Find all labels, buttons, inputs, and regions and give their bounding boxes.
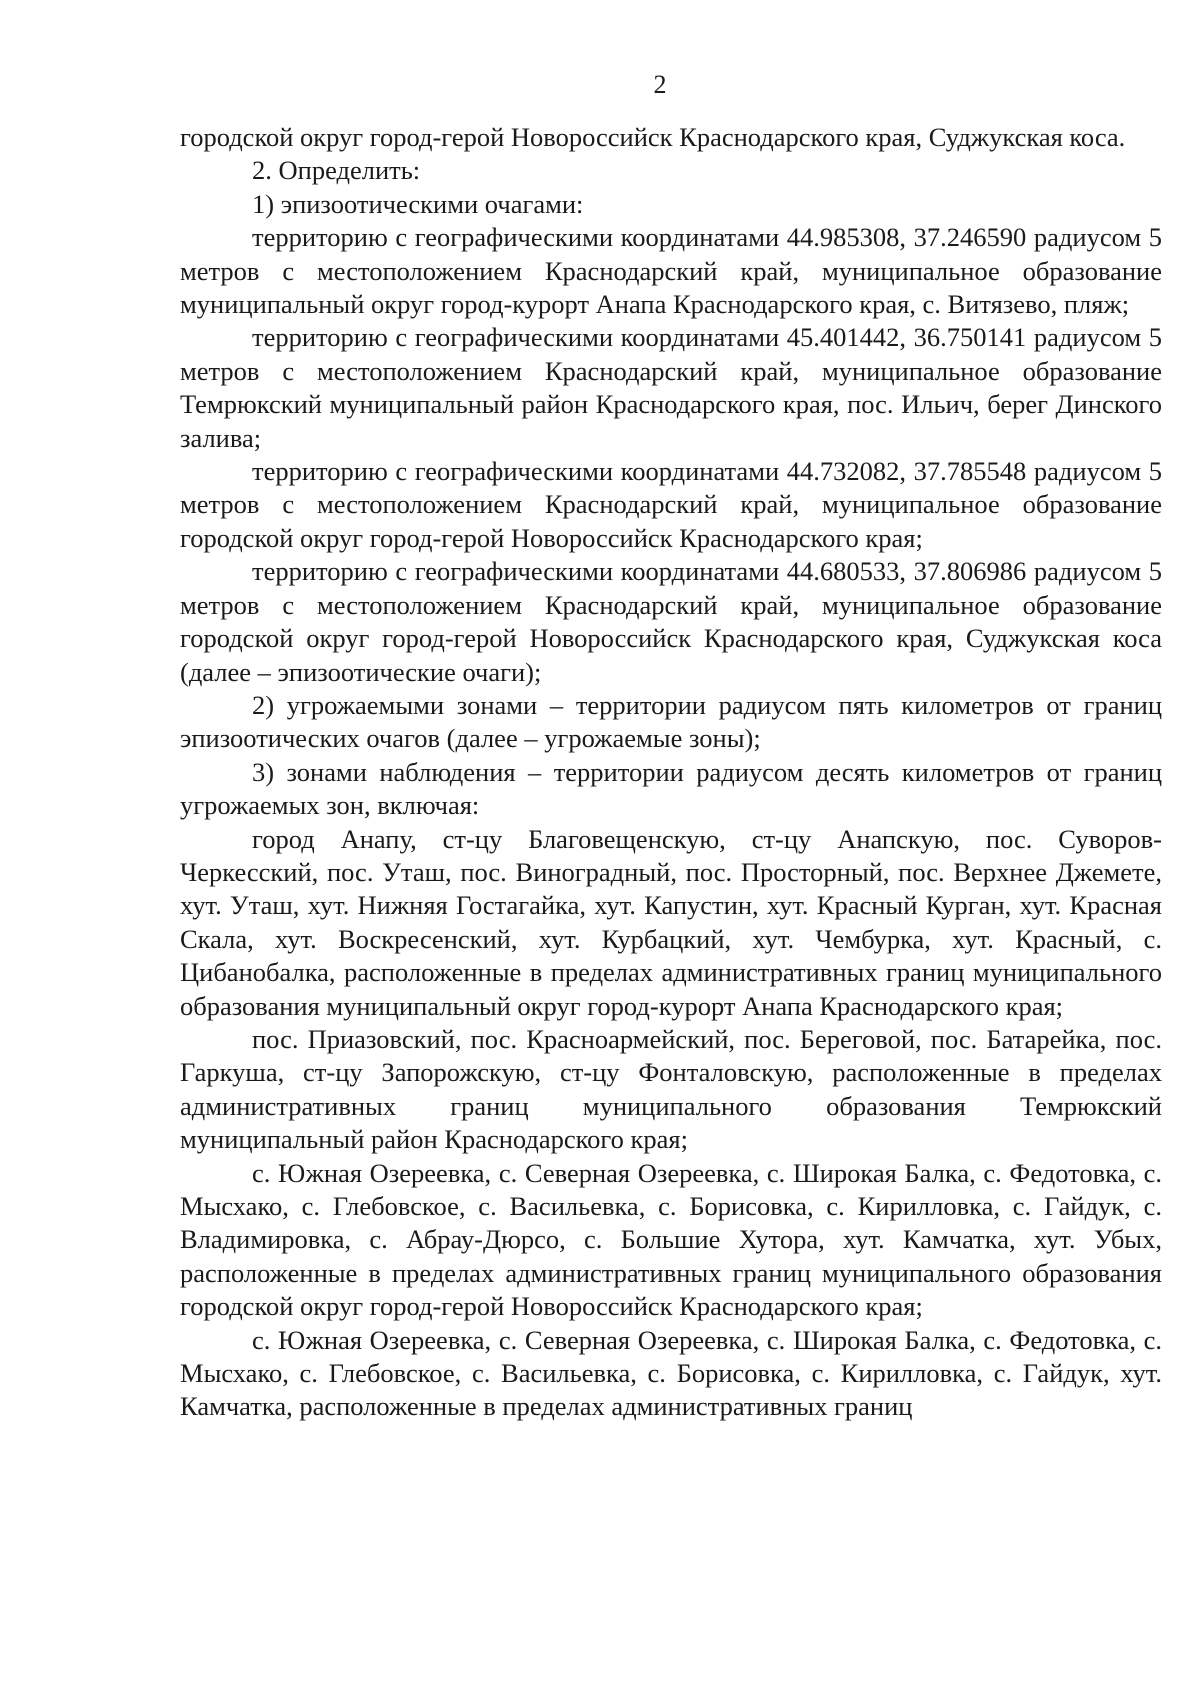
paragraph-subclause-2: 2) угрожаемыми зонами – территории радиусом пять километров от границ эпизоотических очагов (далее – угрожаемые зоны); [180,689,1162,754]
paragraph-focus-novorossiysk: территорию с географическими координатами 44.732082, 37.785548 радиусом 5 метров с местоположением Краснодарский край, муниципальное образование городской округ город-герой Новороссийск Краснодарского края; [180,456,1162,553]
paragraph-focus-sudzhukskaya: территорию с географическими координатами 44.680533, 37.806986 радиусом 5 метров с местоположением Краснодарский край, муниципальное образование городской округ город-герой Новороссийск Краснодарского края, Суджукская коса (далее – эпизоотические очаги); [180,556,1162,687]
paragraph-subclause-1: 1) эпизоотическими очагами: [252,188,584,219]
paragraph-continuation: городской округ город-герой Новороссийск Краснодарского края, Суджукская коса. [180,122,1126,152]
paragraph-focus-ilich: территорию с географическими координатами 45.401442, 36.750141 радиусом 5 метров с местоположением Краснодарский край, муниципальное образование Темрюкский муниципальный район Краснодарского края, пос. Ильич, берег Динского залива; [180,322,1162,453]
paragraph-subclause-3: 3) зонами наблюдения – территории радиусом десять километров от границ угрожаемых зон, включая: [180,756,1162,821]
page-number: 2 [653,70,667,99]
paragraph-clause-2: 2. Определить: [252,155,421,186]
paragraph-anapa-settlements: город Анапу, ст-цу Благовещенскую, ст-цу Анапскую, пос. Суворов-Черкесский, пос. Уташ, пос. Виноградный, пос. Просторный, пос. Верхнее Джемете, хут. Уташ, хут. Нижняя Гостагайка, хут. Капустин, хут. Красный Курган, хут. Красная Скала, хут. Воскресенский, хут. Курбацкий, хут. Чембурка, хут. Красный, с. Цибанобалка, расположенные в пределах административных границ муниципального образования муниципальный округ город-курорт Анапа Краснодарского края; [180,823,1162,1021]
paragraph-temryuk-settlements: пос. Приазовский, пос. Красноармейский, пос. Береговой, пос. Батарейка, пос. Гаркуша, ст-цу Запорожскую, ст-цу Фонталовскую, расположенные в пределах административных границ муниципального образования Темрюкский муниципальный район Краснодарского края; [180,1023,1162,1155]
paragraph-focus-vityazevo: территорию с географическими координатами 44.985308, 37.246590 радиусом 5 метров с местоположением Краснодарский край, муниципальное образование муниципальный округ город-курорт Анапа Краснодарского края, с. Витязево, пляж; [180,222,1162,320]
paragraph-novorossiysk-settlements-2: с. Южная Озереевка, с. Северная Озереевка, с. Широкая Балка, с. Федотовка, с. Мысхако, с. Глебовское, с. Васильевка, с. Борисовка, с. Кирилловка, с. Гайдук, хут. Камчатка, расположенные в пределах административных границ [180,1324,1162,1422]
document-body [180,121,1162,1424]
paragraph-novorossiysk-settlements: с. Южная Озереевка, с. Северная Озереевка, с. Широкая Балка, с. Федотовка, с. Мысхако, с. Глебовское, с. Васильевка, с. Борисовка, с. Кирилловка, с. Гайдук, с. Владимировка, с. Абрау-Дюрсо, с. Большие Хутора, хут. Камчатка, хут. Убых, расположенные в пределах административных границ муниципального образования городской округ город-герой Новороссийск Краснодарского края; [180,1157,1162,1322]
